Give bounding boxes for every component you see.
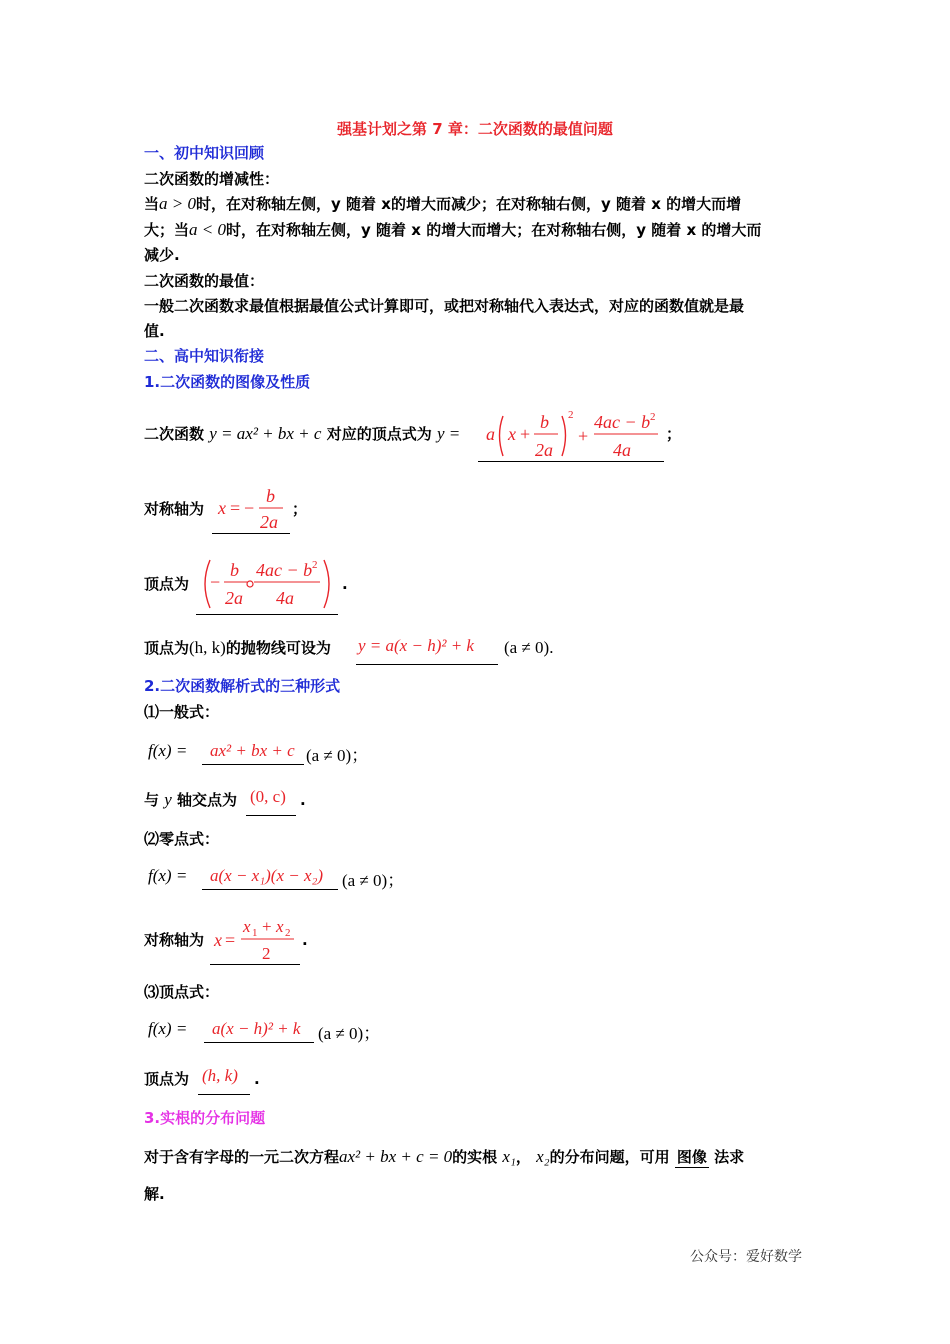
vertex3-period: . — [254, 1070, 260, 1088]
extremum-line-1: 一般二次函数求最值根据最值公式计算即可，或把对称轴代入表达式，对应的函数值就是最 — [144, 297, 745, 315]
vertex3-answer: (h, k) — [202, 1066, 238, 1085]
svg-text:−: − — [244, 498, 255, 518]
svg-text:2: 2 — [650, 411, 656, 423]
svg-text:2: 2 — [568, 409, 574, 421]
svg-text:b: b — [230, 560, 239, 580]
axis-answer — [212, 482, 292, 534]
svg-text:−: − — [210, 572, 221, 592]
roots-line-1: 对于含有字母的一元二次方程ax² + bx + c = 0的实根 x₁， x₂的分布问题，可用 图像 法求 — [144, 1147, 745, 1166]
svg-text:2a: 2a — [535, 440, 553, 460]
vertex-answer — [196, 554, 340, 614]
hk-answer: y = a(x − h)² + k — [358, 636, 474, 655]
monotonicity-line-3: 减少. — [144, 246, 180, 264]
svg-text:4a: 4a — [276, 588, 294, 608]
subsection-root-distribution: 3.实根的分布问题 — [144, 1109, 266, 1127]
svg-text:+: + — [578, 426, 589, 446]
section-heading-junior: 一、初中知识回顾 — [144, 144, 265, 162]
svg-text:+: + — [520, 424, 531, 444]
axis2-answer — [210, 914, 304, 966]
form1-answer: ax² + bx + c — [210, 741, 295, 760]
hk-underline — [356, 664, 498, 665]
svg-text:2: 2 — [312, 559, 318, 571]
section-heading-senior: 二、高中知识衔接 — [144, 347, 265, 365]
footer-wechat: 公众号：爱好数学 — [690, 1249, 802, 1265]
axis-label: 对称轴为 — [144, 500, 205, 518]
axis2-label: 对称轴为 — [144, 931, 205, 949]
svg-text:b: b — [266, 486, 275, 506]
vertex-form-semicolon: ； — [666, 425, 682, 443]
vertex-form-underline — [478, 461, 664, 462]
svg-text:2a: 2a — [260, 512, 278, 532]
y-intercept-line: 与 y 轴交点为 — [144, 790, 238, 809]
svg-text:=: = — [225, 930, 236, 950]
monotonicity-label: 二次函数的增减性： — [144, 170, 280, 188]
form2-label: ⑵零点式： — [144, 830, 220, 848]
y-intercept-period: . — [300, 791, 306, 809]
form3-condition: (a ≠ 0)； — [318, 1024, 381, 1043]
svg-text:1: 1 — [252, 927, 258, 939]
y-intercept-underline — [246, 815, 296, 816]
form3-underline — [204, 1042, 314, 1043]
axis-underline — [212, 533, 290, 534]
form3-answer: a(x − h)² + k — [212, 1019, 301, 1038]
form2-answer: a(x − x₁)(x − x₂) — [210, 866, 324, 885]
form1-fx: f(x) = — [148, 741, 188, 760]
svg-text:4ac − b: 4ac − b — [256, 560, 313, 580]
form3-label: ⑶顶点式： — [144, 983, 220, 1001]
svg-text:4a: 4a — [613, 440, 631, 460]
roots-line-2: 解. — [144, 1185, 165, 1203]
axis2-underline — [210, 964, 300, 965]
svg-text:2a: 2a — [225, 588, 243, 608]
svg-text:x: x — [218, 498, 226, 518]
form3-fx: f(x) = — [148, 1019, 188, 1038]
vertex-form-line: 二次函数 y = ax² + bx + c 对应的顶点式为 y = — [144, 424, 461, 443]
svg-text:2: 2 — [262, 944, 271, 963]
form2-underline — [202, 889, 338, 890]
hk-line: 顶点为(h, k)的抛物线可设为 — [144, 638, 331, 657]
vertex-underline — [196, 614, 338, 615]
subsection-graph-properties: 1.二次函数的图像及性质 — [144, 373, 311, 391]
extremum-line-2: 值. — [144, 322, 165, 340]
vertex-label: 顶点为 — [144, 575, 190, 593]
form2-condition: (a ≠ 0)； — [342, 871, 405, 890]
svg-text:+: + — [262, 917, 272, 936]
svg-text:x: x — [276, 917, 284, 936]
hk-condition: (a ≠ 0). — [504, 638, 554, 657]
y-intercept-answer: (0, c) — [250, 787, 286, 806]
form1-label: ⑴一般式： — [144, 703, 220, 721]
vertex-period: . — [342, 575, 348, 593]
form1-condition: (a ≠ 0)； — [306, 746, 369, 765]
axis2-period: . — [302, 931, 308, 949]
svg-text:=: = — [230, 498, 241, 518]
form1-underline — [202, 764, 304, 765]
vertex-form-answer — [478, 404, 668, 464]
svg-text:x: x — [214, 930, 222, 950]
svg-text:x: x — [508, 424, 516, 444]
svg-text:4ac − b: 4ac − b — [594, 412, 651, 432]
monotonicity-line-1: 当a > 0时，在对称轴左侧，y 随着 x的增大而减少；在对称轴右侧，y 随着 x 的增大而增 — [144, 194, 742, 213]
subsection-three-forms: 2.二次函数解析式的三种形式 — [144, 677, 341, 695]
svg-text:x: x — [243, 917, 251, 936]
monotonicity-line-2: 大；当a < 0时，在对称轴左侧，y 随着 x 的增大而增大；在对称轴右侧，y 随着 x 的增大而 — [144, 220, 762, 239]
roots-answer: 图像 — [676, 1148, 707, 1166]
svg-text:b: b — [540, 412, 549, 432]
svg-text:a: a — [486, 424, 495, 444]
axis-semicolon: ； — [292, 500, 308, 518]
svg-text:2: 2 — [285, 927, 291, 939]
page-title: 强基计划之第 7 章：二次函数的最值问题 — [337, 120, 613, 138]
form2-fx: f(x) = — [148, 866, 188, 885]
vertex3-underline — [198, 1094, 250, 1095]
extremum-label: 二次函数的最值： — [144, 272, 265, 290]
vertex3-label: 顶点为 — [144, 1070, 190, 1088]
